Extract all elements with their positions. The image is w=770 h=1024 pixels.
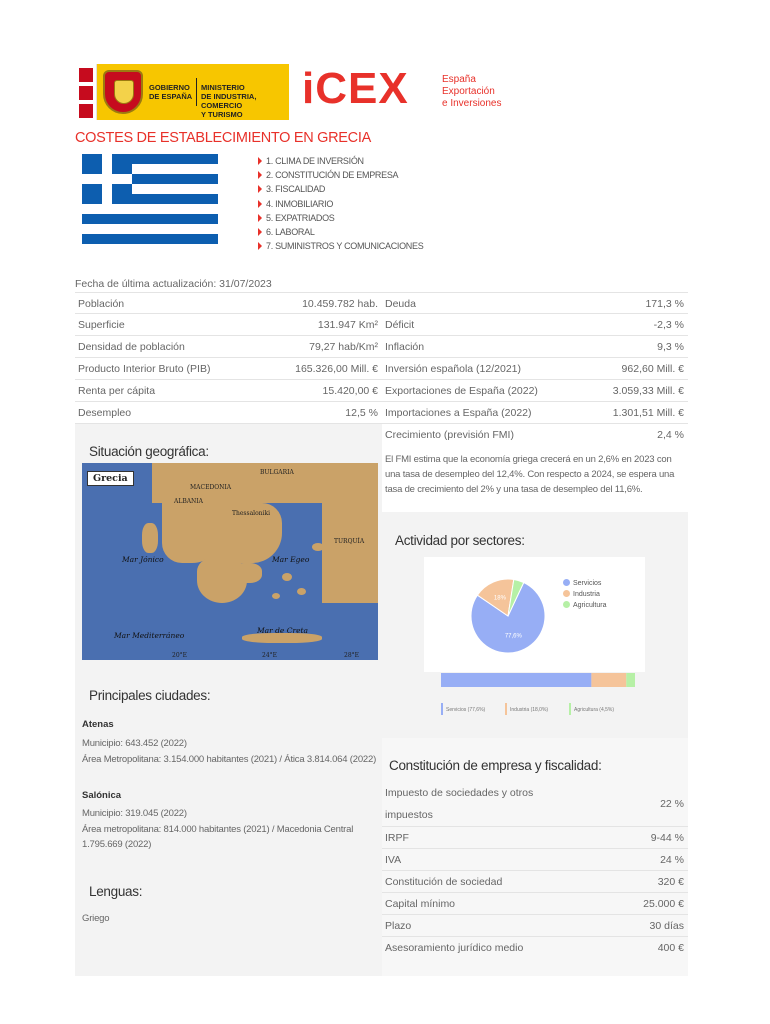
country-stats-table	[75, 292, 382, 424]
bar-legend-item: Agricultura (4,5%)	[569, 703, 614, 715]
table-row: Desempleo 12,5 %	[75, 402, 382, 424]
icex-logo: iCEX España Exportación e Inversiones	[302, 64, 502, 113]
bar-segment-industria	[591, 673, 626, 687]
table-row: Densidad de población 79,27 hab/Km²	[75, 336, 382, 358]
arrow-right-icon	[258, 157, 262, 165]
map-label: 28°E	[344, 652, 360, 659]
map-label: 24°E	[262, 652, 278, 659]
cities-section-title: Principales ciudades:	[89, 688, 211, 703]
table-of-contents	[258, 154, 423, 253]
toc-link-constitucion[interactable]: 2. CONSTITUCIÓN DE EMPRESA	[258, 168, 423, 182]
greece-map	[82, 463, 378, 660]
table-row: IRPF 9-44 %	[382, 827, 688, 849]
map-country-tag: Grecia	[87, 471, 134, 486]
table-row: Producto Interior Bruto (PIB) 165.326,00 Mill. €	[75, 358, 382, 380]
bar-segment-servicios	[441, 673, 591, 687]
company-section-title: Constitución de empresa y fiscalidad:	[389, 758, 602, 773]
map-label: Mar Mediterráneo	[114, 631, 185, 640]
pie-slice-label: 18%	[493, 595, 506, 602]
coat-of-arms-icon	[103, 70, 143, 114]
fmi-forecast-text: El FMI estima que la economía griega crecerá en un 2,6% en 2023 con una tasa de desempleo del 12,4%. Con respecto a 2024, se espera una tasa de crecimiento del 2% y una tasa de desempleo del 11,6%.	[385, 454, 675, 495]
pie-slice-label: 77,6%	[504, 633, 522, 640]
table-row: Déficit -2,3 %	[382, 314, 688, 336]
legend-item: Industria	[563, 589, 606, 600]
arrow-right-icon	[258, 214, 262, 222]
toc-link-expatriados[interactable]: 5. EXPATRIADOS	[258, 211, 423, 225]
city-info: Municipio: 643.452 (2022) Área Metropolitana: 3.154.000 habitantes (2021) / Ática 3.814.064 (2022)	[82, 738, 377, 765]
company-costs-table	[382, 782, 688, 959]
sectors-pie-chart	[424, 557, 645, 672]
map-label: Thessaloniki	[232, 510, 271, 517]
gobierno-espana-logo	[75, 64, 289, 120]
city-name: Salónica	[82, 790, 122, 801]
legend-item: Agricultura	[563, 600, 606, 611]
toc-link-laboral[interactable]: 6. LABORAL	[258, 225, 423, 239]
bar-segment-agricultura	[626, 673, 635, 687]
arrow-right-icon	[258, 171, 262, 179]
economy-stats-table	[382, 292, 688, 446]
gov-text: GOBIERNO DE ESPAÑA	[149, 83, 193, 101]
sectors-section-title: Actividad por sectores:	[395, 533, 525, 548]
map-label: BULGARIA	[260, 469, 294, 476]
table-row: Superficie 131.947 Km²	[75, 314, 382, 336]
table-row: Plazo 30 días	[382, 915, 688, 937]
map-label: 20°E	[172, 652, 188, 659]
table-row: Constitución de sociedad 320 €	[382, 871, 688, 893]
bar-legend-item: Industria (18,0%)	[505, 703, 548, 715]
greece-flag-icon	[82, 154, 218, 244]
page-title: COSTES DE ESTABLECIMIENTO EN GRECIA	[75, 130, 371, 146]
map-label: Mar Egeo	[272, 555, 310, 564]
arrow-right-icon	[258, 228, 262, 236]
arrow-right-icon	[258, 242, 262, 250]
arrow-right-icon	[258, 185, 262, 193]
sectors-chart-card	[424, 557, 645, 672]
toc-link-clima[interactable]: 1. CLIMA DE INVERSIÓN	[258, 154, 423, 168]
languages-section-title: Lenguas:	[89, 884, 143, 899]
table-row: Crecimiento (previsión FMI) 2,4 %	[385, 429, 684, 441]
chart-legend	[563, 578, 606, 611]
eu-stars-strip	[75, 64, 97, 120]
legend-item: Servicios	[563, 578, 606, 589]
table-row: Importaciones a España (2022) 1.301,51 Mill. €	[382, 402, 688, 424]
toc-link-inmobiliario[interactable]: 4. INMOBILIARIO	[258, 197, 423, 211]
map-label: Mar Jónico	[122, 555, 164, 564]
table-row: Inversión española (12/2021) 962,60 Mill. €	[382, 358, 688, 380]
map-label: MACEDONIA	[190, 484, 232, 491]
table-row: Asesoramiento jurídico medio 400 €	[385, 942, 684, 954]
toc-link-suministros[interactable]: 7. SUMINISTROS Y COMUNICACIONES	[258, 239, 423, 253]
toc-link-fiscalidad[interactable]: 3. FISCALIDAD	[258, 182, 423, 196]
bar-legend-item: Servicios (77,6%)	[441, 703, 485, 715]
map-label: ALBANIA	[174, 498, 204, 505]
languages-text: Griego	[82, 913, 110, 924]
table-row: IVA 24 %	[382, 849, 688, 871]
table-row: Impuesto de sociedades y otros impuestos 22 %	[382, 782, 688, 827]
map-label: Mar de Creta	[257, 626, 308, 635]
arrow-right-icon	[258, 200, 262, 208]
city-info: Municipio: 319.045 (2022) Área metropolitana: 814.000 habitantes (2021) / Macedonia Central 1.795.669 (2022)	[82, 808, 354, 850]
sectors-stacked-bar	[441, 673, 635, 687]
table-row: Renta per cápita 15.420,00 €	[75, 380, 382, 402]
table-row: Deuda 171,3 %	[382, 292, 688, 314]
table-row: Capital mínimo 25.000 €	[382, 893, 688, 915]
table-row: Población 10.459.782 hab.	[75, 292, 382, 314]
city-name: Atenas	[82, 719, 114, 730]
table-row: Inflación 9,3 %	[382, 336, 688, 358]
map-label: TURQUÍA	[334, 538, 365, 545]
ministry-text: MINISTERIO DE INDUSTRIA, COMERCIO Y TURISMO	[201, 83, 257, 119]
geo-section-title: Situación geográfica:	[89, 444, 209, 459]
table-row: Exportaciones de España (2022) 3.059,33 Mill. €	[382, 380, 688, 402]
last-updated: Fecha de última actualización: 31/07/2023	[75, 278, 272, 290]
